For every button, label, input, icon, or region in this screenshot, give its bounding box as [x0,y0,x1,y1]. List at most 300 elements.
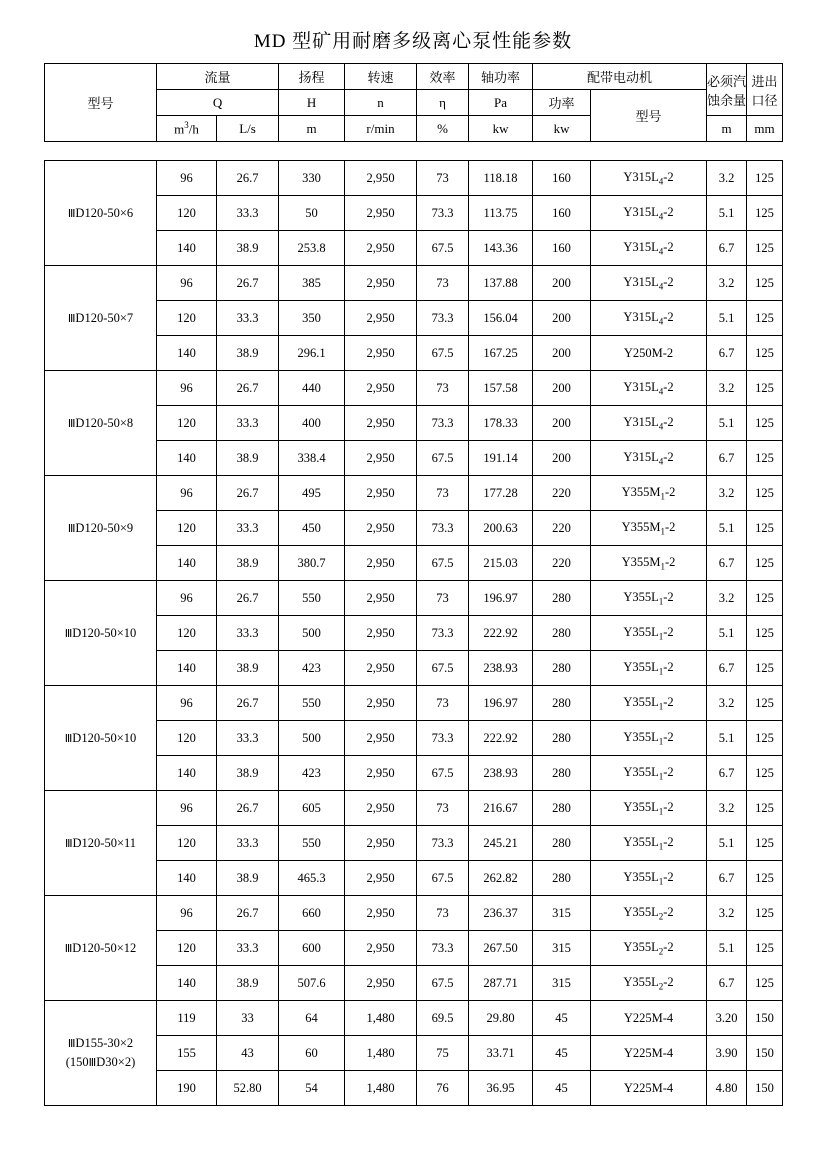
cell-motor-model: $Y355L_1-2$ [591,791,707,826]
cell-motor-power: 280 [533,756,591,791]
cell-bore: 125 [747,476,783,511]
cell-motor-power: 280 [533,861,591,896]
cell-flow-m3h: 120 [157,616,217,651]
cell-flow-ls: 26.7 [217,581,279,616]
cell-bore: 125 [747,756,783,791]
cell-speed: 1,480 [345,1036,417,1071]
cell-speed: 2,950 [345,511,417,546]
cell-bore: 125 [747,616,783,651]
cell-npsh: 5.1 [707,196,747,231]
cell-model: ⅢD120-50×6 [45,161,157,266]
cell-bore: 125 [747,581,783,616]
cell-speed: 2,950 [345,791,417,826]
cell-shaft-power: 222.92 [469,616,533,651]
cell-motor-model: Y225M-4 [591,1001,707,1036]
cell-flow-m3h: 140 [157,966,217,1001]
symbol-head: H [279,90,345,116]
cell-speed: 2,950 [345,231,417,266]
table-row [45,371,783,406]
cell-motor-model: $Y315L_4-2$ [591,301,707,336]
cell-motor-power: 280 [533,826,591,861]
header-bore [747,64,783,116]
cell-npsh: 3.2 [707,581,747,616]
cell-bore: 125 [747,266,783,301]
cell-shaft-power: 238.93 [469,756,533,791]
header-bore-line1: 进出 [751,73,778,89]
cell-efficiency: 73.3 [417,826,469,861]
cell-flow-ls: 26.7 [217,266,279,301]
cell-flow-ls: 33.3 [217,616,279,651]
unit-speed: r/min [345,116,417,142]
symbol-motor-model: 型号 [591,90,707,142]
symbol-efficiency: η [417,90,469,116]
cell-bore: 125 [747,686,783,721]
cell-npsh: 5.1 [707,721,747,756]
cell-motor-power: 220 [533,511,591,546]
cell-head: 296.1 [279,336,345,371]
cell-flow-ls: 52.80 [217,1071,279,1106]
header-bore-line2: 口径 [751,92,778,108]
cell-bore: 125 [747,336,783,371]
cell-efficiency: 73 [417,371,469,406]
cell-bore: 125 [747,406,783,441]
cell-npsh: 6.7 [707,966,747,1001]
cell-flow-m3h: 120 [157,301,217,336]
cell-head: 507.6 [279,966,345,1001]
cell-efficiency: 73.3 [417,721,469,756]
cell-flow-m3h: 155 [157,1036,217,1071]
cell-flow-ls: 33.3 [217,406,279,441]
cell-motor-model: $Y315L_4-2$ [591,406,707,441]
cell-motor-model: $Y355L_1-2$ [591,861,707,896]
cell-flow-ls: 33.3 [217,196,279,231]
cell-shaft-power: 137.88 [469,266,533,301]
cell-head: 660 [279,896,345,931]
cell-efficiency: 73 [417,791,469,826]
cell-npsh: 3.2 [707,791,747,826]
header-flow: 流量 [157,64,279,90]
unit-flow-m3h: $m^3/h$ [157,116,217,142]
cell-flow-m3h: 140 [157,231,217,266]
cell-bore: 150 [747,1071,783,1106]
cell-shaft-power: 196.97 [469,581,533,616]
cell-flow-ls: 33.3 [217,826,279,861]
cell-shaft-power: 167.25 [469,336,533,371]
cell-flow-ls: 38.9 [217,441,279,476]
cell-bore: 125 [747,896,783,931]
cell-motor-model: Y225M-4 [591,1036,707,1071]
cell-speed: 2,950 [345,966,417,1001]
cell-shaft-power: 177.28 [469,476,533,511]
cell-efficiency: 67.5 [417,546,469,581]
cell-bore: 125 [747,196,783,231]
cell-speed: 2,950 [345,686,417,721]
cell-shaft-power: 287.71 [469,966,533,1001]
cell-head: 338.4 [279,441,345,476]
cell-speed: 2,950 [345,581,417,616]
cell-head: 50 [279,196,345,231]
cell-speed: 1,480 [345,1071,417,1106]
cell-shaft-power: 33.71 [469,1036,533,1071]
cell-head: 60 [279,1036,345,1071]
cell-npsh: 6.7 [707,546,747,581]
cell-flow-ls: 26.7 [217,161,279,196]
unit-flow-ls: L/s [217,116,279,142]
cell-shaft-power: 156.04 [469,301,533,336]
cell-motor-power: 200 [533,441,591,476]
cell-npsh: 5.1 [707,301,747,336]
cell-speed: 1,480 [345,1001,417,1036]
cell-motor-power: 220 [533,546,591,581]
cell-motor-power: 200 [533,301,591,336]
cell-motor-model: $Y315L_4-2$ [591,161,707,196]
cell-npsh: 6.7 [707,336,747,371]
cell-model: ⅢD120-50×9 [45,476,157,581]
cell-shaft-power: 262.82 [469,861,533,896]
cell-head: 253.8 [279,231,345,266]
cell-npsh: 3.90 [707,1036,747,1071]
cell-motor-power: 315 [533,896,591,931]
cell-shaft-power: 157.58 [469,371,533,406]
cell-flow-ls: 33.3 [217,721,279,756]
cell-flow-ls: 38.9 [217,861,279,896]
cell-flow-m3h: 140 [157,441,217,476]
cell-bore: 125 [747,721,783,756]
page-title: MD 型矿用耐磨多级离心泵性能参数 [253,31,573,52]
cell-flow-m3h: 190 [157,1071,217,1106]
cell-shaft-power: 236.37 [469,896,533,931]
cell-flow-m3h: 120 [157,511,217,546]
cell-motor-power: 280 [533,651,591,686]
cell-bore: 125 [747,301,783,336]
cell-flow-m3h: 120 [157,406,217,441]
cell-head: 605 [279,791,345,826]
cell-npsh: 5.1 [707,511,747,546]
cell-motor-model: $Y315L_4-2$ [591,196,707,231]
cell-efficiency: 73.3 [417,301,469,336]
cell-speed: 2,950 [345,931,417,966]
cell-speed: 2,950 [345,441,417,476]
cell-shaft-power: 267.50 [469,931,533,966]
cell-shaft-power: 222.92 [469,721,533,756]
cell-flow-ls: 33 [217,1001,279,1036]
table-row [45,161,783,196]
cell-motor-model: Y250M-2 [591,336,707,371]
symbol-speed: n [345,90,417,116]
cell-efficiency: 67.5 [417,966,469,1001]
cell-flow-ls: 26.7 [217,896,279,931]
header-motor: 配带电动机 [533,64,707,90]
table-row [45,791,783,826]
cell-speed: 2,950 [345,336,417,371]
header-shaft-power: 轴功率 [469,64,533,90]
cell-flow-m3h: 140 [157,756,217,791]
unit-head: m [279,116,345,142]
cell-motor-power: 160 [533,231,591,266]
cell-flow-ls: 38.9 [217,966,279,1001]
cell-efficiency: 73 [417,161,469,196]
cell-speed: 2,950 [345,616,417,651]
cell-motor-power: 200 [533,371,591,406]
cell-motor-power: 280 [533,616,591,651]
cell-head: 500 [279,721,345,756]
cell-flow-m3h: 96 [157,686,217,721]
cell-shaft-power: 118.18 [469,161,533,196]
header-npsh [707,64,747,116]
cell-shaft-power: 143.36 [469,231,533,266]
cell-motor-power: 200 [533,336,591,371]
cell-efficiency: 73 [417,896,469,931]
table-row [45,266,783,301]
cell-speed: 2,950 [345,651,417,686]
cell-efficiency: 67.5 [417,336,469,371]
cell-flow-ls: 38.9 [217,756,279,791]
cell-motor-model: $Y315L_4-2$ [591,371,707,406]
cell-motor-power: 160 [533,196,591,231]
cell-model: ⅢD120-50×8 [45,371,157,476]
cell-flow-ls: 26.7 [217,371,279,406]
cell-npsh: 3.2 [707,371,747,406]
cell-bore: 125 [747,966,783,1001]
cell-npsh: 6.7 [707,756,747,791]
cell-head: 380.7 [279,546,345,581]
cell-npsh: 6.7 [707,441,747,476]
cell-motor-model: $Y315L_4-2$ [591,266,707,301]
cell-motor-power: 280 [533,686,591,721]
cell-speed: 2,950 [345,861,417,896]
cell-model: ⅢD120-50×11 [45,791,157,896]
table-row [45,476,783,511]
cell-motor-model: $Y355L_2-2$ [591,931,707,966]
cell-shaft-power: 36.95 [469,1071,533,1106]
cell-npsh: 5.1 [707,826,747,861]
cell-bore: 125 [747,441,783,476]
header-row-1 [45,64,783,90]
header-model: 型号 [45,64,157,142]
cell-model: ⅢD120-50×12 [45,896,157,1001]
cell-efficiency: 73 [417,476,469,511]
cell-npsh: 5.1 [707,616,747,651]
cell-motor-model: $Y355L_1-2$ [591,651,707,686]
cell-bore: 125 [747,371,783,406]
cell-head: 350 [279,301,345,336]
cell-motor-power: 280 [533,791,591,826]
cell-flow-ls: 33.3 [217,511,279,546]
cell-bore: 150 [747,1001,783,1036]
cell-motor-power: 45 [533,1001,591,1036]
cell-shaft-power: 29.80 [469,1001,533,1036]
cell-head: 450 [279,511,345,546]
table-row [45,1001,783,1036]
cell-efficiency: 73 [417,686,469,721]
cell-shaft-power: 216.67 [469,791,533,826]
header-npsh-line2: 蚀余量 [707,92,747,108]
cell-motor-model: $Y355L_1-2$ [591,581,707,616]
cell-flow-m3h: 140 [157,861,217,896]
cell-flow-m3h: 96 [157,791,217,826]
cell-shaft-power: 238.93 [469,651,533,686]
cell-speed: 2,950 [345,546,417,581]
unit-bore: mm [747,116,783,142]
cell-flow-m3h: 140 [157,546,217,581]
unit-motor-power: kw [533,116,591,142]
table-row [45,896,783,931]
cell-motor-model: $Y355L_1-2$ [591,616,707,651]
cell-head: 330 [279,161,345,196]
cell-efficiency: 75 [417,1036,469,1071]
cell-flow-ls: 38.9 [217,546,279,581]
cell-speed: 2,950 [345,266,417,301]
cell-motor-model: $Y355L_2-2$ [591,966,707,1001]
cell-motor-model: $Y315L_4-2$ [591,231,707,266]
unit-efficiency: % [417,116,469,142]
cell-bore: 125 [747,546,783,581]
cell-npsh: 5.1 [707,931,747,966]
cell-head: 54 [279,1071,345,1106]
cell-npsh: 3.2 [707,266,747,301]
cell-motor-model: Y225M-4 [591,1071,707,1106]
cell-model: ⅢD120-50×10 [45,686,157,791]
cell-npsh: 3.2 [707,476,747,511]
cell-flow-m3h: 120 [157,931,217,966]
cell-flow-ls: 38.9 [217,651,279,686]
cell-speed: 2,950 [345,196,417,231]
cell-flow-m3h: 119 [157,1001,217,1036]
cell-flow-ls: 33.3 [217,301,279,336]
cell-shaft-power: 178.33 [469,406,533,441]
cell-flow-m3h: 96 [157,371,217,406]
cell-flow-m3h: 96 [157,161,217,196]
cell-shaft-power: 215.03 [469,546,533,581]
cell-flow-m3h: 96 [157,896,217,931]
header-speed: 转速 [345,64,417,90]
cell-head: 550 [279,581,345,616]
cell-efficiency: 73.3 [417,616,469,651]
cell-flow-ls: 43 [217,1036,279,1071]
unit-shaft-power: kw [469,116,533,142]
cell-efficiency: 73 [417,266,469,301]
cell-flow-m3h: 140 [157,336,217,371]
cell-head: 500 [279,616,345,651]
cell-bore: 125 [747,161,783,196]
cell-motor-power: 280 [533,721,591,756]
cell-speed: 2,950 [345,406,417,441]
cell-speed: 2,950 [345,371,417,406]
cell-flow-ls: 26.7 [217,686,279,721]
unit-npsh: m [707,116,747,142]
cell-npsh: 4.80 [707,1071,747,1106]
cell-shaft-power: 245.21 [469,826,533,861]
cell-speed: 2,950 [345,161,417,196]
cell-bore: 150 [747,1036,783,1071]
cell-flow-m3h: 120 [157,196,217,231]
cell-npsh: 3.2 [707,161,747,196]
table-row [45,686,783,721]
header-efficiency: 效率 [417,64,469,90]
cell-speed: 2,950 [345,896,417,931]
cell-npsh: 5.1 [707,406,747,441]
cell-efficiency: 73 [417,581,469,616]
cell-efficiency: 73.3 [417,196,469,231]
cell-bore: 125 [747,826,783,861]
cell-efficiency: 67.5 [417,441,469,476]
cell-efficiency: 73.3 [417,931,469,966]
cell-efficiency: 69.5 [417,1001,469,1036]
cell-npsh: 6.7 [707,861,747,896]
cell-bore: 125 [747,651,783,686]
cell-motor-power: 280 [533,581,591,616]
cell-head: 550 [279,826,345,861]
cell-shaft-power: 191.14 [469,441,533,476]
cell-flow-m3h: 96 [157,266,217,301]
cell-model: ⅢD120-50×7 [45,266,157,371]
cell-head: 550 [279,686,345,721]
cell-head: 495 [279,476,345,511]
table-body [44,160,783,1106]
cell-motor-power: 200 [533,266,591,301]
cell-efficiency: 67.5 [417,231,469,266]
cell-motor-model: $Y355L_1-2$ [591,721,707,756]
cell-head: 400 [279,406,345,441]
cell-flow-ls: 33.3 [217,931,279,966]
cell-bore: 125 [747,861,783,896]
cell-flow-ls: 38.9 [217,336,279,371]
cell-head: 423 [279,651,345,686]
cell-npsh: 6.7 [707,651,747,686]
cell-motor-power: 200 [533,406,591,441]
header-npsh-line1: 必须汽 [707,73,747,89]
cell-head: 64 [279,1001,345,1036]
cell-efficiency: 73.3 [417,511,469,546]
cell-efficiency: 67.5 [417,756,469,791]
cell-head: 423 [279,756,345,791]
cell-motor-power: 220 [533,476,591,511]
cell-npsh: 3.20 [707,1001,747,1036]
cell-bore: 125 [747,791,783,826]
table-row [45,581,783,616]
cell-shaft-power: 196.97 [469,686,533,721]
symbol-flow: Q [157,90,279,116]
header-head: 扬程 [279,64,345,90]
cell-flow-m3h: 120 [157,826,217,861]
cell-shaft-power: 200.63 [469,511,533,546]
cell-model: ⅢD155-30×2 (150ⅢD30×2) [45,1001,157,1106]
cell-npsh: 3.2 [707,686,747,721]
cell-efficiency: 76 [417,1071,469,1106]
cell-npsh: 6.7 [707,231,747,266]
cell-shaft-power: 113.75 [469,196,533,231]
cell-motor-power: 45 [533,1071,591,1106]
cell-speed: 2,950 [345,826,417,861]
cell-motor-power: 160 [533,161,591,196]
cell-motor-model: $Y355L_2-2$ [591,896,707,931]
cell-flow-m3h: 120 [157,721,217,756]
cell-motor-model: $Y355L_1-2$ [591,756,707,791]
cell-flow-ls: 26.7 [217,791,279,826]
cell-flow-ls: 38.9 [217,231,279,266]
cell-motor-model: $Y355L_1-2$ [591,826,707,861]
cell-motor-model: $Y315L_4-2$ [591,441,707,476]
cell-motor-power: 315 [533,966,591,1001]
cell-head: 600 [279,931,345,966]
table-gap [44,142,782,160]
cell-motor-model: $Y355M_1-2$ [591,511,707,546]
cell-motor-model: $Y355L_1-2$ [591,686,707,721]
cell-head: 385 [279,266,345,301]
symbol-shaft-power: Pa [469,90,533,116]
cell-motor-model: $Y355M_1-2$ [591,546,707,581]
cell-head: 465.3 [279,861,345,896]
